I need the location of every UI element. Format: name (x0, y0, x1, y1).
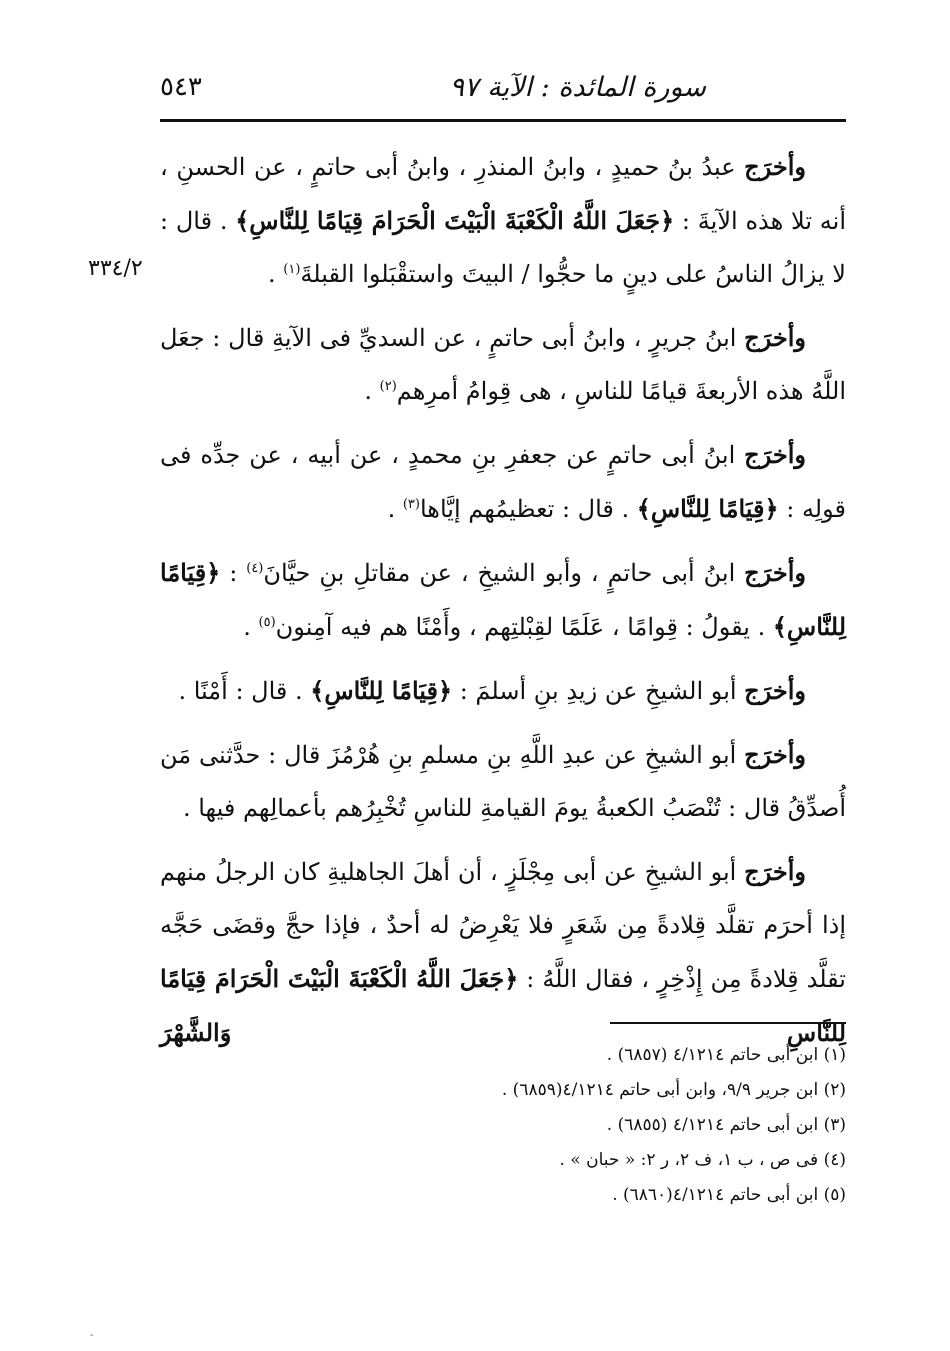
paragraph-text: . (267, 260, 284, 288)
paragraph-6 (160, 728, 846, 835)
paragraph-text: . قال : لا يزالُ الناسُ على دينٍ ما حجُّوا / البيتَ واستقْبَلوا القبلةَ (160, 207, 846, 288)
footnote-3: (٣) ابن أبى حاتم ٤/١٢١٤ (٦٨٥٥) . (606, 1115, 846, 1135)
footnote-4: (٤) فى ص ، ب ١، ف ٢، ر ٢: « حبان » . (559, 1150, 846, 1170)
footnote-marker[interactable]: (٣) (402, 497, 420, 512)
paragraph-text: أبو الشيخِ عن عبدِ اللَّهِ بنِ مسلمِ بنِ هُرْمُزَ قال : حدَّثنى مَن أُصدِّقُ قال : تُنْصَبُ الكعبةُ يومَ القيامةِ للناسِ تُخْبِرُهم بأعمالِهم فيها . (160, 741, 846, 822)
paragraph-text: . (387, 495, 403, 523)
paragraph-text: . (243, 613, 259, 641)
paragraph-5 (160, 664, 846, 718)
margin-reference: ٣٣٤/٢ (88, 256, 143, 281)
paragraph-7 (160, 845, 846, 1060)
paragraph-text: : (220, 559, 247, 587)
paragraph-text: أبو الشيخِ عن زيدِ بنِ أسلمَ : (452, 677, 745, 705)
quran-quote: ﴿قِيَامًا لِلنَّاسِ﴾ (310, 676, 453, 705)
footnotes (160, 1038, 846, 1213)
paragraph-text: . قال : تعظيمُهم إيَّاها (419, 495, 637, 523)
footnote-marker[interactable]: (٥) (258, 615, 276, 630)
paragraph-text: ابنُ أبى حاتمٍ عن جعفرِ بنِ محمدٍ ، عن أبيه ، عن جدِّه فى قولِه : (160, 441, 846, 523)
footnote-marker[interactable]: (١) (283, 262, 301, 277)
quran-quote: ﴿جَعَلَ اللَّهُ الْكَعْبَةَ الْبَيْتَ الْحَرَامَ قِيَامًا لِلنَّاسِ وَالشَّهْرَ (160, 964, 846, 1047)
paragraph-1 (160, 140, 846, 301)
paragraph-lead: وأخرَج (744, 857, 806, 886)
scan-mark: - (90, 1330, 94, 1341)
paragraph-3 (160, 428, 846, 536)
footnote-marker[interactable]: (٢) (379, 379, 397, 394)
paragraph-lead: وأخرَج (744, 152, 806, 181)
footnote-5: (٥) ابن أبى حاتم ٤/١٢١٤(٦٨٦٠) . (612, 1185, 846, 1205)
paragraph-text: ابنُ أبى حاتمٍ ، وأبو الشيخِ ، عن مقاتلِ بنِ حيَّانَ (263, 559, 745, 587)
page-header (160, 66, 846, 122)
footnote-marker[interactable]: (٤) (246, 561, 264, 576)
quran-quote: ﴿قِيَامًا لِلنَّاسِ﴾ (160, 558, 846, 641)
paragraph-text: عبدُ بنُ حميدٍ ، وابنُ المنذرِ ، وابنُ أبى حاتمٍ ، عن الحسنِ ، أنه تلا هذه الآيةَ : (160, 153, 847, 235)
paragraph-lead: وأخرَج (744, 676, 806, 705)
footnote-2: (٢) ابن جرير ٩/٩، وابن أبى حاتم ٤/١٢١٤(٦٨٥٩) . (501, 1080, 846, 1100)
paragraph-lead: وأخرَج (744, 740, 806, 769)
paragraph-lead: وأخرَج (744, 558, 806, 587)
quran-quote: ﴿قِيَامًا لِلنَّاسِ﴾ (636, 494, 779, 523)
running-title: سورة المائدة : الآية ٩٧ (449, 72, 706, 103)
paragraph-4 (160, 546, 846, 654)
paragraph-text: أبو الشيخِ عن أبى مِجْلَزٍ ، أن أهلَ الجاهليةِ كان الرجلُ منهم إذا أحرَم تقلَّد قِلادةً مِن شَعَرٍ فلا يَعْرِضُ له أحدٌ ، فإذا حجَّ وقضَى حَجَّه تقلَّد قِلادةً مِن إِذْخِرٍ ، فقال اللَّهُ : (160, 858, 846, 993)
footnote-separator (610, 1022, 846, 1024)
footnote-1: (١) ابن أبى حاتم ٤/١٢١٤ (٦٨٥٧) . (606, 1045, 846, 1065)
page-number: ٥٤٣ (160, 72, 202, 102)
paragraph-text: . قال : أَمْنًا . (178, 677, 311, 705)
paragraph-lead: وأخرَج (744, 440, 806, 469)
header-rule (160, 119, 846, 122)
paragraph-text: ابنُ جريرٍ ، وابنُ أبى حاتمٍ ، عن السديِّ فى الآيةِ قال : جعَل اللَّهُ هذه الأربعةَ قيامًا للناسِ ، هى قِوامُ أمرِهم (160, 324, 846, 405)
paragraph-2 (160, 311, 846, 418)
paragraph-lead: وأخرَج (744, 323, 806, 352)
paragraph-text: . (364, 377, 380, 405)
quran-quote: ﴿جَعَلَ اللَّهُ الْكَعْبَةَ الْبَيْتَ الْحَرَامَ قِيَامًا لِلنَّاسِ﴾ (235, 206, 675, 235)
paragraph-text: . يقولُ : قِوامًا ، عَلَمًا لقِبْلتِهم ، وأَمْنًا هم فيه آمِنون (275, 613, 773, 641)
main-text (160, 140, 846, 1060)
